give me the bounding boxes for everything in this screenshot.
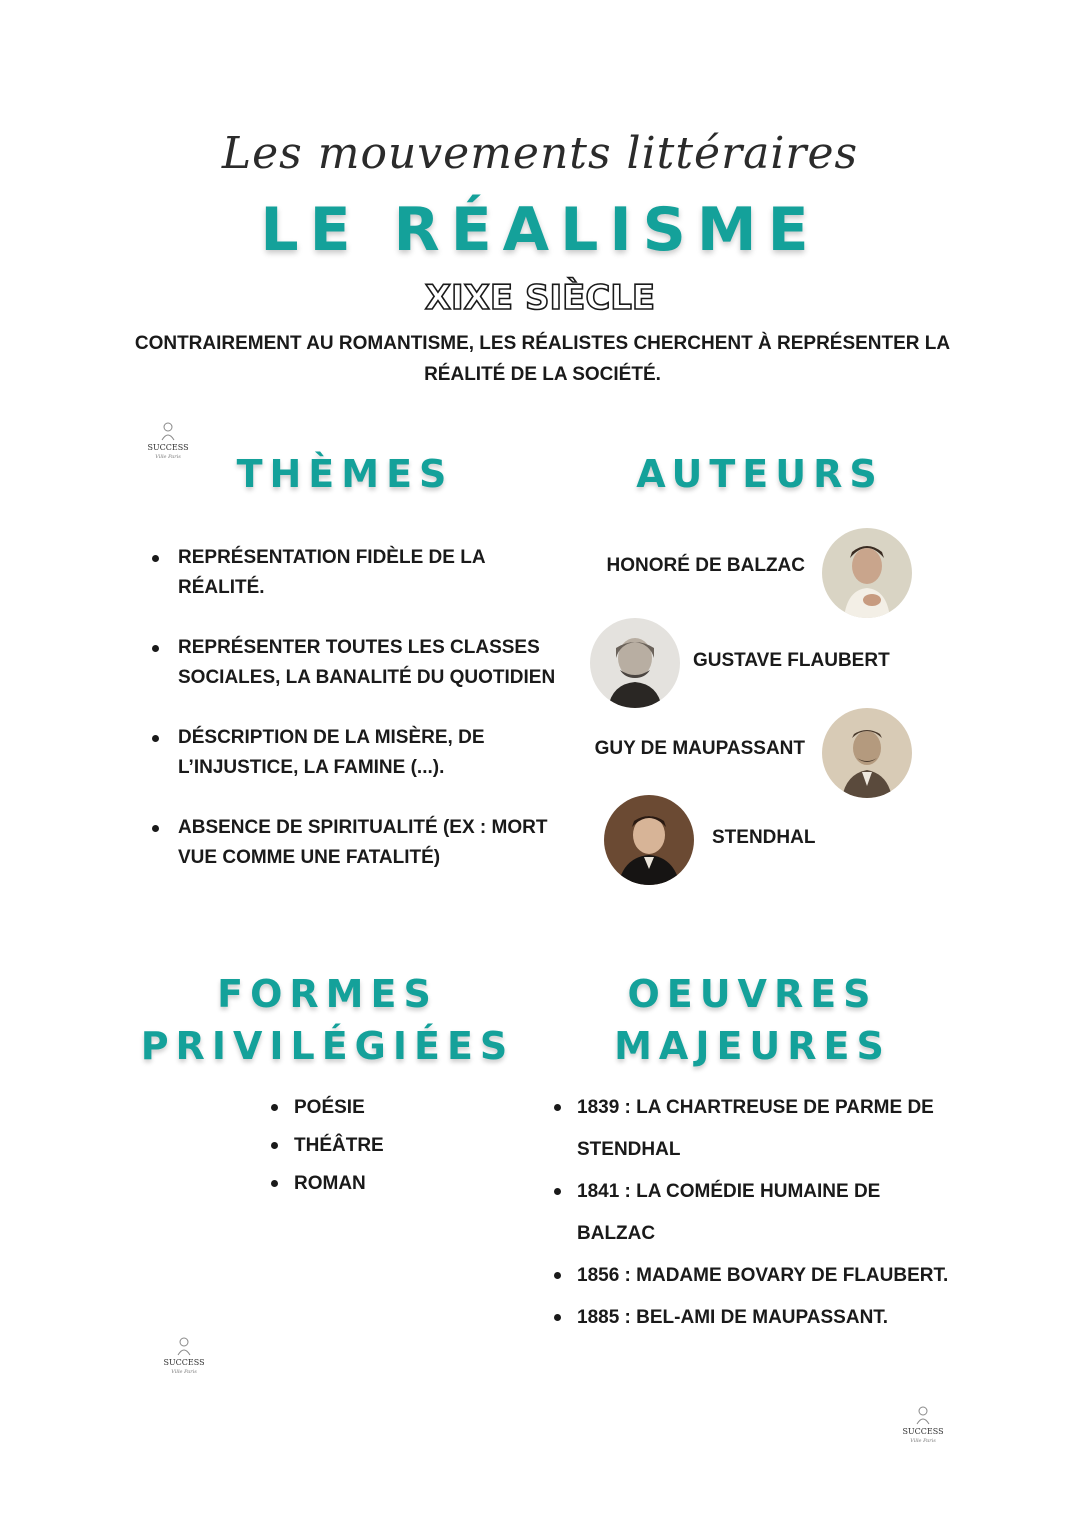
forms-heading-line2: PRIVILÉGIÉES [140,1024,515,1068]
work-item: 1885 : BEL-AMI DE MAUPASSANT. [553,1297,953,1339]
theme-item: REPRÉSENTER TOUTES LES CLASSES SOCIALES, LA BANALITÉ DU QUOTIDIEN [152,633,562,693]
portrait-maupassant-icon [822,708,912,798]
page-subtitle: Les mouvements littéraires [221,128,859,179]
works-heading-line2: MAJEURES [614,1024,891,1068]
forms-heading [140,968,515,1072]
logo-text: SUCCESS [147,443,189,452]
form-item: THÉÂTRE [270,1127,530,1165]
work-item: 1856 : MADAME BOVARY DE FLAUBERT. [553,1255,953,1297]
themes-list [152,543,562,903]
theme-item: ABSENCE DE SPIRITUALITÉ (EX : MORT VUE COMME UNE FATALITÉ) [152,813,562,873]
century-label: XIXE SIÈCLE [424,278,656,318]
page-title: LE RÉALISME [260,195,820,265]
success-logo-icon [154,1333,214,1383]
portrait-stendhal-icon [604,795,694,885]
authors-heading: AUTEURS [636,452,884,496]
forms-list [270,1089,530,1203]
works-heading [565,968,940,1072]
logo-text: SUCCESS [163,1358,205,1367]
success-logo-icon [893,1402,953,1452]
theme-item: DÉSCRIPTION DE LA MISÈRE, DE L’INJUSTICE, LA FAMINE (...). [152,723,562,783]
work-item: 1841 : LA COMÉDIE HUMAINE DE BALZAC [553,1171,953,1255]
forms-heading-line1: FORMES [217,972,438,1016]
author-name-stendhal: STENDHAL [712,827,816,848]
intro-text: CONTRAIREMENT AU ROMANTISME, LES RÉALISTES CHERCHENT À REPRÉSENTER LA RÉALITÉ DE LA SOCIÉTÉ. [134,333,951,385]
logo-tagline: Ville Paris [910,1438,936,1444]
portrait-balzac-icon [822,528,912,618]
portrait-flaubert-icon [590,618,680,708]
author-name-balzac: HONORÉ DE BALZAC [606,555,805,576]
author-name-maupassant: GUY DE MAUPASSANT [594,738,805,759]
logo-text: SUCCESS [902,1427,944,1436]
work-item: 1839 : LA CHARTREUSE DE PARME DE STENDHAL [553,1087,953,1171]
author-name-flaubert: GUSTAVE FLAUBERT [693,650,890,671]
works-list [553,1087,953,1339]
works-heading-line1: OEUVRES [627,972,878,1016]
logo-tagline: Ville Paris [155,454,181,460]
themes-heading: THÈMES [236,452,454,496]
form-item: ROMAN [270,1165,530,1203]
theme-item: REPRÉSENTATION FIDÈLE DE LA RÉALITÉ. [152,543,562,603]
logo-tagline: Ville Paris [171,1369,197,1375]
form-item: POÉSIE [270,1089,530,1127]
